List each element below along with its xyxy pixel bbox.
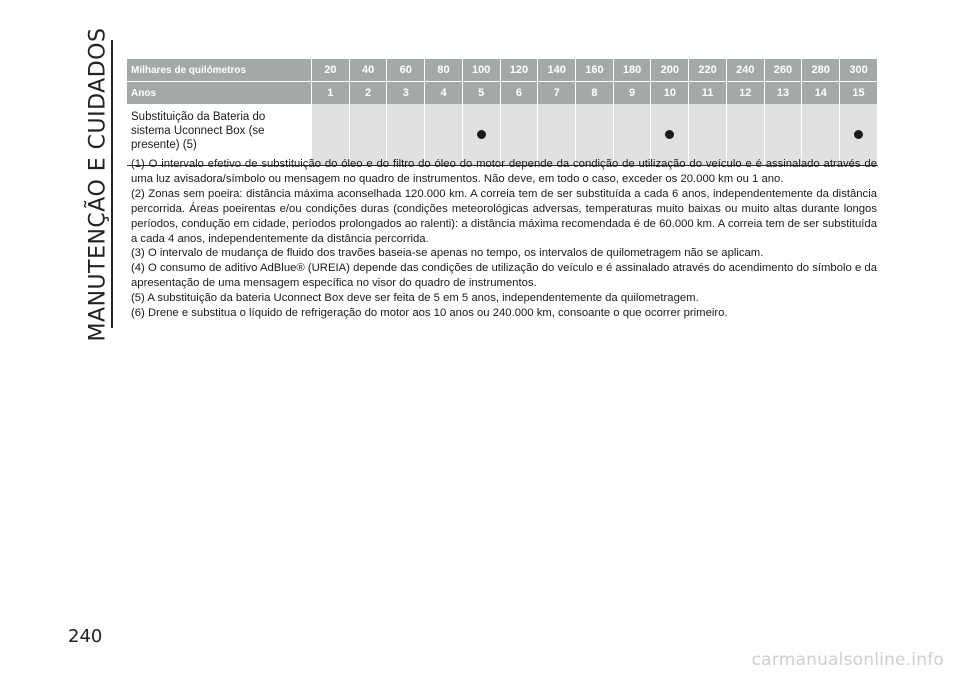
header-year-cell: 2	[349, 82, 387, 105]
header-km-cell: 60	[387, 59, 425, 82]
header-year-cell: 8	[576, 82, 614, 105]
header-year-cell: 15	[840, 82, 878, 105]
header-km-cell: 80	[425, 59, 463, 82]
header-km-cell: 160	[576, 59, 614, 82]
header-year-cell: 1	[312, 82, 350, 105]
section-divider	[111, 40, 113, 328]
required-dot-icon	[854, 130, 863, 139]
header-km-cell: 240	[726, 59, 764, 82]
footnote: (1) O intervalo efetivo de substituição do óleo e do filtro do óleo do motor depende da condição de utilização do veículo e é assinalado através de uma luz avisadora/símbolo ou mensagem no quadro de instrumentos. Não deve, em todo o caso, exceder os 20.000 km ou 1 ano.	[131, 158, 877, 185]
header-km-cell: 20	[312, 59, 350, 82]
required-dot-icon	[665, 130, 674, 139]
header-year-cell: 12	[726, 82, 764, 105]
footnote: (4) O consumo de aditivo AdBlue® (UREIA) depende das condições de utilização do veículo e é assinalado através do acendimento do símbolo e da apresentação de uma mensagem específica no visor do quadro de instrumentos.	[131, 262, 877, 290]
header-year-cell: 3	[387, 82, 425, 105]
header-row-km	[127, 59, 878, 82]
section-title-text: MANUTENÇÃO E CUIDADOS	[85, 27, 111, 341]
header-km-cell: 100	[462, 59, 500, 82]
page-number: 240	[68, 626, 103, 647]
footnote: (3) O intervalo de mudança de fluido dos travões baseia-se apenas no tempo, os intervalos de quilometragem não se aplicam.	[131, 247, 764, 260]
header-km-cell: 300	[840, 59, 878, 82]
header-km-cell: 140	[538, 59, 576, 82]
header-year-cell: 14	[802, 82, 840, 105]
header-year-cell: 4	[425, 82, 463, 105]
header-year-cell: 13	[764, 82, 802, 105]
footnote: (6) Drene e substitua o líquido de refrigeração do motor aos 10 anos ou 240.000 km, consoante o que ocorrer primeiro.	[131, 307, 728, 320]
section-title	[83, 27, 113, 341]
footnote: (2) Zonas sem poeira: distância máxima aconselhada 120.000 km. A correia tem de ser substituída a cada 6 anos, independentemente da distância percorrida. Áreas poeirentas e/ou condições duras (condições meteorológicas adversas, temperaturas muito baixas ou muito altas durante longos períodos, condução em cidade, períodos prolongados ao ralenti): a distância máxima recomendada é de 60.000 km. A correia tem de ser substituída a cada 4 anos, independentemente da distância percorrida.	[131, 187, 877, 245]
header-years-label: Anos	[127, 82, 312, 105]
footnotes	[131, 157, 877, 321]
header-km-cell: 120	[500, 59, 538, 82]
header-year-cell: 5	[462, 82, 500, 105]
watermark: carmanualsonline.info	[751, 650, 944, 670]
footnote: (5) A substituição da bateria Uconnect Box deve ser feita de 5 em 5 anos, independentemente da quilometragem.	[131, 292, 699, 305]
header-row-years	[127, 82, 878, 105]
required-dot-icon	[477, 130, 486, 139]
header-year-cell: 7	[538, 82, 576, 105]
header-year-cell: 11	[689, 82, 727, 105]
header-km-cell: 220	[689, 59, 727, 82]
header-km-cell: 200	[651, 59, 689, 82]
header-year-cell: 6	[500, 82, 538, 105]
header-km-cell: 180	[613, 59, 651, 82]
header-km-cell: 260	[764, 59, 802, 82]
header-km-label: Milhares de quilómetros	[127, 59, 312, 82]
row-label: Substituição da Bateria do sistema Uconnect Box (se presente) (5)	[127, 104, 312, 166]
header-km-cell: 40	[349, 59, 387, 82]
header-km-cell: 280	[802, 59, 840, 82]
header-year-cell: 10	[651, 82, 689, 105]
header-year-cell: 9	[613, 82, 651, 105]
maintenance-schedule-table	[127, 59, 878, 166]
